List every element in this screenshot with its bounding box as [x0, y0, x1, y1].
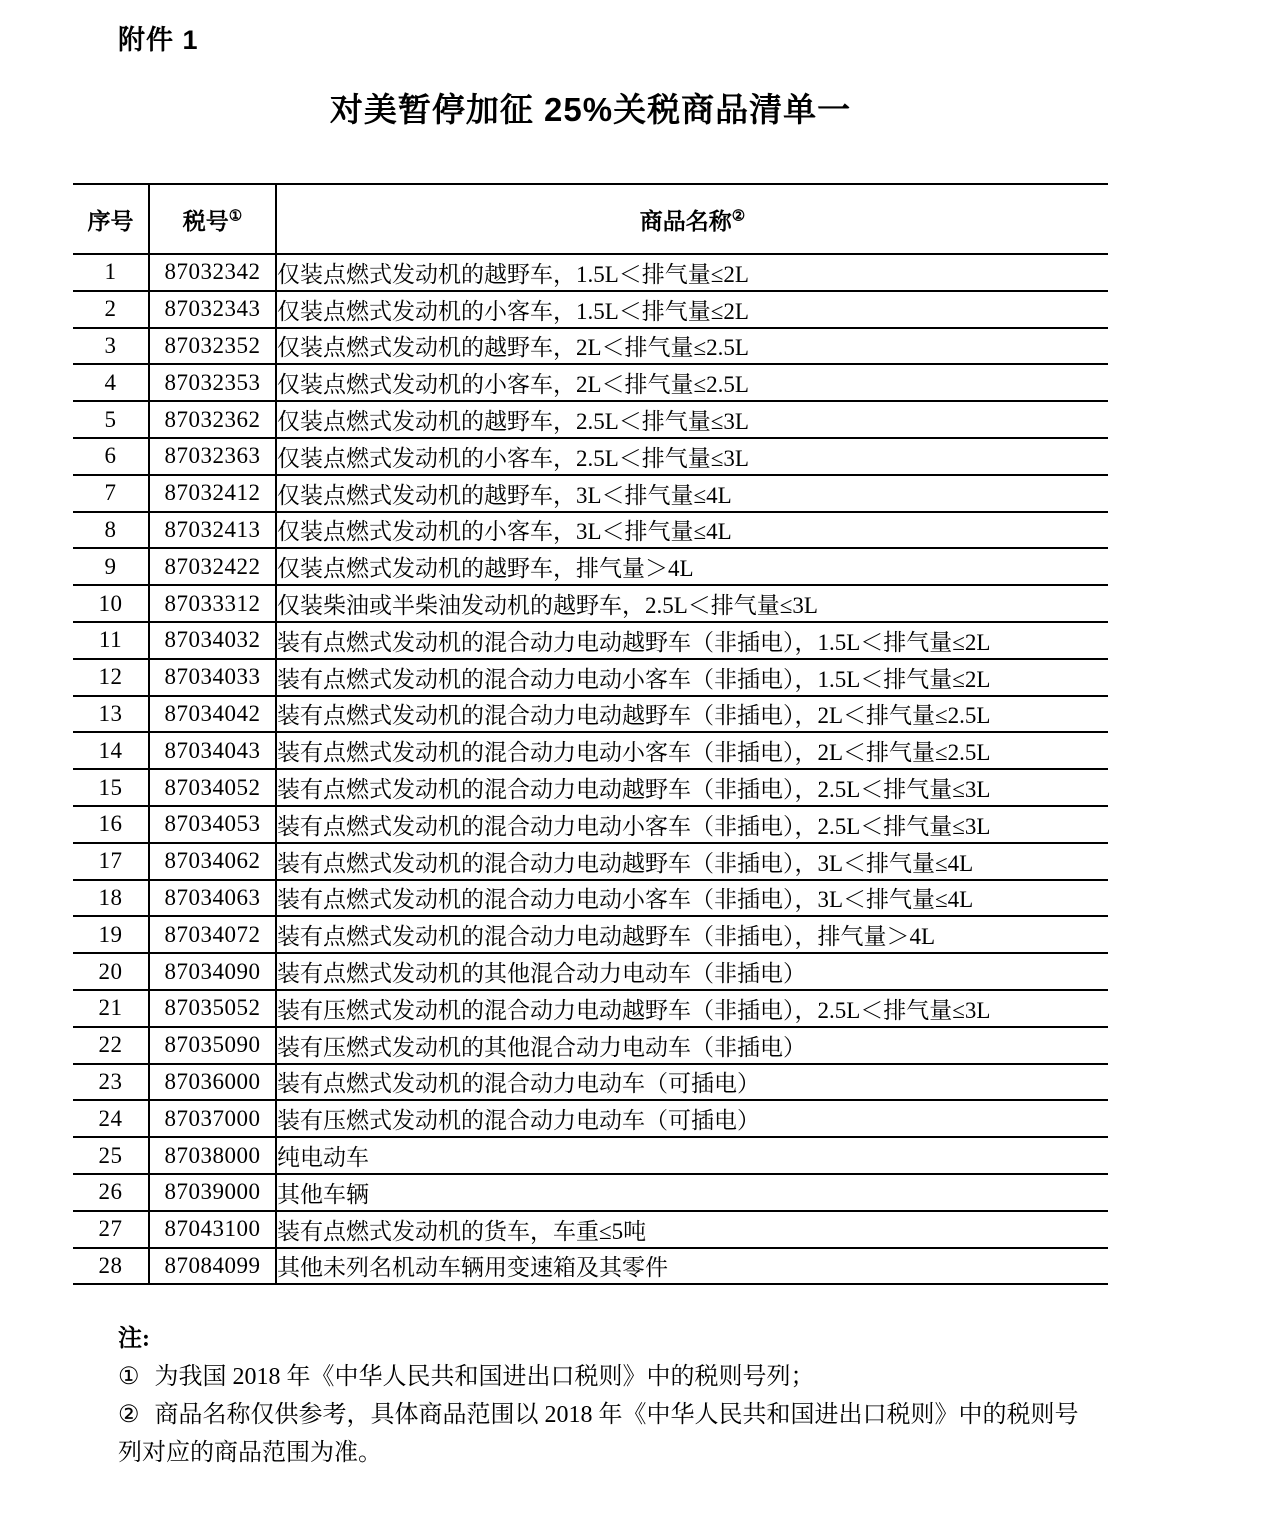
row-index-cell: 4 [73, 364, 149, 401]
row-name-cell: 装有点燃式发动机的混合动力电动越野车（非插电），2.5L＜排气量≤3L [276, 769, 1108, 806]
row-name-cell: 装有点燃式发动机的混合动力电动越野车（非插电），1.5L＜排气量≤2L [276, 622, 1108, 659]
row-taxno-cell: 87032412 [149, 475, 276, 512]
row-taxno-cell: 87032343 [149, 291, 276, 328]
table-row [73, 732, 1108, 769]
table-row [73, 548, 1108, 585]
row-index-cell: 5 [73, 401, 149, 438]
row-name-cell: 装有点燃式发动机的混合动力电动越野车（非插电），排气量＞4L [276, 916, 1108, 953]
header-taxno-footnote-mark: ① [228, 207, 243, 224]
row-index-cell: 25 [73, 1137, 149, 1174]
row-taxno-cell: 87034072 [149, 916, 276, 953]
row-name-cell: 仅装点燃式发动机的小客车，2L＜排气量≤2.5L [276, 364, 1108, 401]
row-taxno-cell: 87043100 [149, 1211, 276, 1248]
row-taxno-cell: 87034053 [149, 806, 276, 843]
table-row [73, 1248, 1108, 1285]
row-index-cell: 28 [73, 1248, 149, 1285]
row-index-cell: 16 [73, 806, 149, 843]
row-index-cell: 23 [73, 1064, 149, 1101]
note-item [118, 1358, 1080, 1396]
row-index-cell: 10 [73, 585, 149, 622]
table-body [73, 254, 1108, 1284]
row-name-cell: 仅装点燃式发动机的小客车，3L＜排气量≤4L [276, 512, 1108, 549]
note-2-text: 商品名称仅供参考，具体商品范围以 2018 年《中华人民共和国进出口税则》中的税则号列对应的商品范围为准。 [118, 1402, 1079, 1466]
row-name-cell: 装有点燃式发动机的混合动力电动小客车（非插电），1.5L＜排气量≤2L [276, 659, 1108, 696]
row-index-cell: 7 [73, 475, 149, 512]
row-name-cell: 其他未列名机动车辆用变速箱及其零件 [276, 1248, 1108, 1285]
note-2-marker: ② [118, 1402, 140, 1428]
row-index-cell: 2 [73, 291, 149, 328]
row-name-cell: 装有压燃式发动机的混合动力电动越野车（非插电），2.5L＜排气量≤3L [276, 990, 1108, 1027]
row-index-cell: 8 [73, 512, 149, 549]
table-row [73, 328, 1108, 365]
header-index: 序号 [73, 184, 149, 254]
row-taxno-cell: 87084099 [149, 1248, 276, 1285]
header-taxno-label: 税号 [182, 208, 229, 234]
row-index-cell: 15 [73, 769, 149, 806]
row-index-cell: 26 [73, 1174, 149, 1211]
row-taxno-cell: 87035090 [149, 1027, 276, 1064]
tariff-table [73, 183, 1108, 1285]
row-taxno-cell: 87034033 [149, 659, 276, 696]
row-taxno-cell: 87038000 [149, 1137, 276, 1174]
attachment-label: 附件 1 [118, 25, 199, 55]
row-index-cell: 12 [73, 659, 149, 696]
table-row [73, 1064, 1108, 1101]
row-index-cell: 6 [73, 438, 149, 475]
row-name-cell: 仅装点燃式发动机的越野车，2L＜排气量≤2.5L [276, 328, 1108, 365]
row-index-cell: 20 [73, 953, 149, 990]
table-row [73, 1027, 1108, 1064]
row-taxno-cell: 87039000 [149, 1174, 276, 1211]
table-row [73, 953, 1108, 990]
note-1-text: 为我国 2018 年《中华人民共和国进出口税则》中的税则号列； [154, 1364, 815, 1390]
row-index-cell: 17 [73, 843, 149, 880]
table-row [73, 806, 1108, 843]
row-name-cell: 装有点燃式发动机的混合动力电动越野车（非插电），3L＜排气量≤4L [276, 843, 1108, 880]
row-name-cell: 仅装点燃式发动机的越野车，3L＜排气量≤4L [276, 475, 1108, 512]
row-name-cell: 装有点燃式发动机的货车，车重≤5吨 [276, 1211, 1108, 1248]
row-taxno-cell: 87032413 [149, 512, 276, 549]
row-name-cell: 装有压燃式发动机的其他混合动力电动车（非插电） [276, 1027, 1108, 1064]
row-taxno-cell: 87032353 [149, 364, 276, 401]
row-index-cell: 13 [73, 696, 149, 733]
row-name-cell: 仅装点燃式发动机的小客车，2.5L＜排气量≤3L [276, 438, 1108, 475]
row-name-cell: 装有点燃式发动机的混合动力电动越野车（非插电），2L＜排气量≤2.5L [276, 696, 1108, 733]
row-taxno-cell: 87032362 [149, 401, 276, 438]
note-item [118, 1396, 1080, 1472]
row-taxno-cell: 87034042 [149, 696, 276, 733]
table-row [73, 1211, 1108, 1248]
row-index-cell: 3 [73, 328, 149, 365]
row-index-cell: 27 [73, 1211, 149, 1248]
row-index-cell: 11 [73, 622, 149, 659]
table-row [73, 1174, 1108, 1211]
row-taxno-cell: 87032363 [149, 438, 276, 475]
notes-label: 注: [118, 1326, 150, 1352]
row-index-cell: 19 [73, 916, 149, 953]
row-taxno-cell: 87033312 [149, 585, 276, 622]
row-name-cell: 装有点燃式发动机的其他混合动力电动车（非插电） [276, 953, 1108, 990]
table-row [73, 438, 1108, 475]
header-product-label: 商品名称 [639, 208, 732, 234]
row-name-cell: 仅装点燃式发动机的小客车，1.5L＜排气量≤2L [276, 291, 1108, 328]
row-name-cell: 仅装点燃式发动机的越野车，2.5L＜排气量≤3L [276, 401, 1108, 438]
table-row [73, 622, 1108, 659]
table-row [73, 364, 1108, 401]
row-name-cell: 纯电动车 [276, 1137, 1108, 1174]
header-taxno [149, 184, 276, 254]
table-row [73, 401, 1108, 438]
row-taxno-cell: 87034063 [149, 880, 276, 917]
header-product [276, 184, 1108, 254]
row-taxno-cell: 87034062 [149, 843, 276, 880]
row-index-cell: 24 [73, 1100, 149, 1137]
table-header-row [73, 184, 1108, 254]
row-name-cell: 仅装点燃式发动机的越野车，排气量＞4L [276, 548, 1108, 585]
row-name-cell: 仅装点燃式发动机的越野车，1.5L＜排气量≤2L [276, 254, 1108, 291]
table-row [73, 659, 1108, 696]
row-name-cell: 装有压燃式发动机的混合动力电动车（可插电） [276, 1100, 1108, 1137]
note-1-marker: ① [118, 1364, 140, 1390]
row-index-cell: 21 [73, 990, 149, 1027]
table-row [73, 696, 1108, 733]
table-row [73, 512, 1108, 549]
row-taxno-cell: 87032352 [149, 328, 276, 365]
table-row [73, 585, 1108, 622]
header-product-footnote-mark: ② [731, 207, 746, 224]
row-index-cell: 22 [73, 1027, 149, 1064]
row-index-cell: 1 [73, 254, 149, 291]
row-name-cell: 装有点燃式发动机的混合动力电动小客车（非插电），3L＜排气量≤4L [276, 880, 1108, 917]
table-row [73, 916, 1108, 953]
table-row [73, 475, 1108, 512]
table-row [73, 769, 1108, 806]
row-name-cell: 装有点燃式发动机的混合动力电动车（可插电） [276, 1064, 1108, 1101]
row-name-cell: 其他车辆 [276, 1174, 1108, 1211]
row-taxno-cell: 87035052 [149, 990, 276, 1027]
row-index-cell: 9 [73, 548, 149, 585]
notes-section [118, 1320, 1080, 1472]
table-row [73, 1137, 1108, 1174]
table-row [73, 990, 1108, 1027]
row-taxno-cell: 87034090 [149, 953, 276, 990]
table-row [73, 880, 1108, 917]
row-taxno-cell: 87034052 [149, 769, 276, 806]
row-taxno-cell: 87037000 [149, 1100, 276, 1137]
row-index-cell: 18 [73, 880, 149, 917]
row-name-cell: 装有点燃式发动机的混合动力电动小客车（非插电），2L＜排气量≤2.5L [276, 732, 1108, 769]
table-row [73, 1100, 1108, 1137]
table-row [73, 843, 1108, 880]
row-taxno-cell: 87034043 [149, 732, 276, 769]
page-title: 对美暂停加征 25%关税商品清单一 [329, 91, 852, 128]
row-name-cell: 装有点燃式发动机的混合动力电动小客车（非插电），2.5L＜排气量≤3L [276, 806, 1108, 843]
row-name-cell: 仅装柴油或半柴油发动机的越野车，2.5L＜排气量≤3L [276, 585, 1108, 622]
row-taxno-cell: 87036000 [149, 1064, 276, 1101]
row-taxno-cell: 87032342 [149, 254, 276, 291]
row-taxno-cell: 87034032 [149, 622, 276, 659]
row-taxno-cell: 87032422 [149, 548, 276, 585]
table-row [73, 291, 1108, 328]
table-row [73, 254, 1108, 291]
row-index-cell: 14 [73, 732, 149, 769]
